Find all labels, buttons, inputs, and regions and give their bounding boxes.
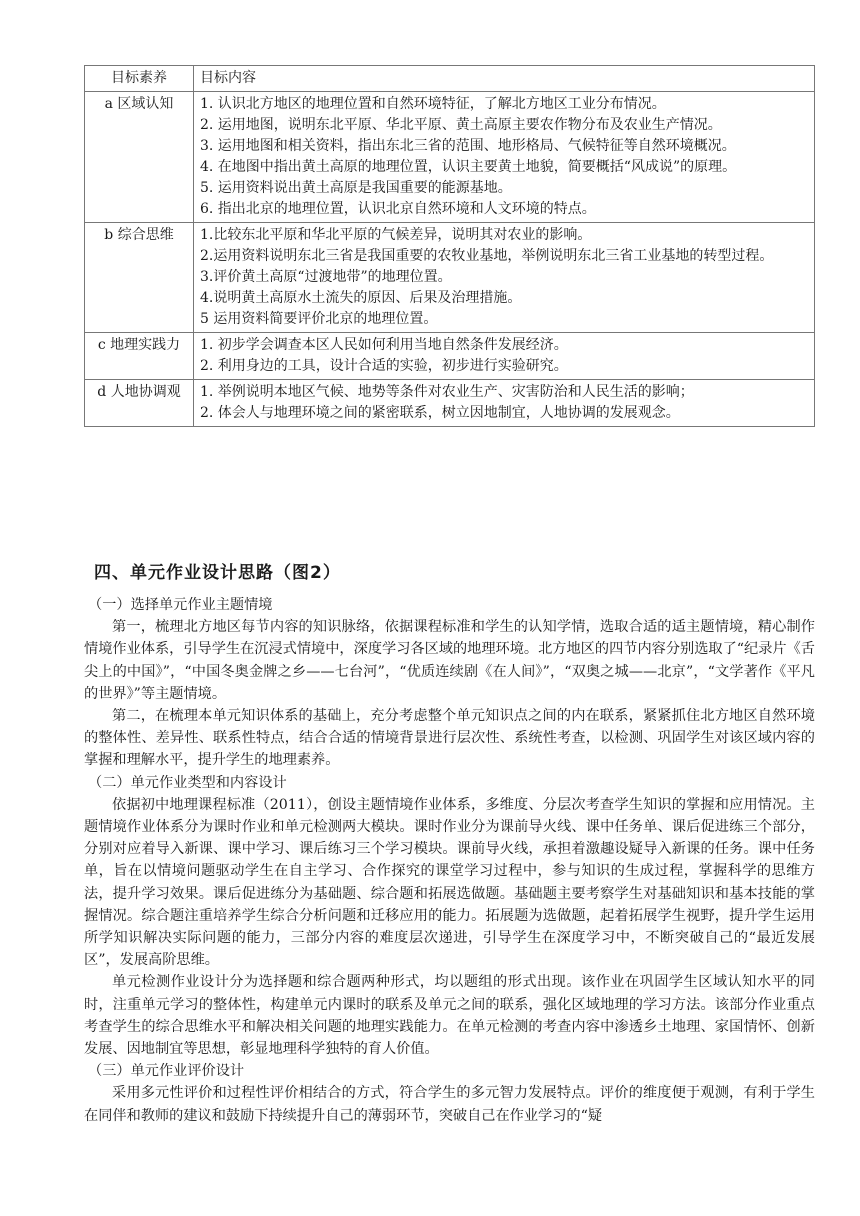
section-heading: 四、单元作业设计思路（图2） <box>94 563 341 583</box>
goal-item: 1. 初步学会调查本区人民如何利用当地自然条件发展经济。 <box>200 337 568 353</box>
goal-item: 3.评价黄土高原“过渡地带”的地理位置。 <box>200 269 452 285</box>
goal-item: 1. 认识北方地区的地理位置和自然环境特征，了解北方地区工业分布情况。 <box>200 96 666 112</box>
table-row <box>85 380 815 427</box>
literacy-cell: b 综合思维 <box>85 223 194 333</box>
table-header-row <box>85 66 815 92</box>
goal-item: 2. 利用身边的工具，设计合适的实验，初步进行实验研究。 <box>200 358 568 374</box>
content-cell <box>194 223 815 333</box>
goal-item: 4.说明黄土高原水土流失的原因、后果及治理措施。 <box>200 290 522 306</box>
goal-item: 6. 指出北京的地理位置，认识北京自然环境和人文环境的特点。 <box>200 201 596 217</box>
content-cell <box>194 92 815 223</box>
table-row <box>85 223 815 333</box>
goal-item: 2.运用资料说明东北三省是我国重要的农牧业基地，举例说明东北三省工业基地的转型过程。 <box>200 248 774 264</box>
goal-item: 5. 运用资料说出黄土高原是我国重要的能源基地。 <box>200 180 512 196</box>
content-cell <box>194 333 815 380</box>
paragraph: 单元检测作业设计分为选择题和综合题两种形式，均以题组的形式出现。该作业在巩固学生区域认知水平的同时，注重单元学习的整体性，构建单元内课时的联系及单元之间的联系，强化区域地理的学习方法。该部分作业重点考查学生的综合思维水平和解决相关问题的地理实践能力。在单元检测的考查内容中渗透乡土地理、家国情怀、创新发展、因地制宜等思想，彰显地理科学独特的育人价值。 <box>84 974 815 1058</box>
goals-table <box>84 65 815 427</box>
content-cell <box>194 380 815 427</box>
paragraph: 依据初中地理课程标准（2011），创设主题情境作业体系，多维度、分层次考查学生知识的掌握和应用情况。主题情境作业体系分为课时作业和单元检测两大模块。课时作业分为课前导火线、课中任务单、课后促进练三个部分，分别对应着导入新课、课中学习、课后练习三个学习模块。课前导火线，承担着激趣设疑导入新课的任务。课中任务单，旨在以情境问题驱动学生在自主学习、合作探究的课堂学习过程中，参与知识的生成过程，掌握科学的思维方法，提升学习效果。课后促进练分为基础题、综合题和拓展选做题。基础题主要考察学生对基础知识和基本技能的掌握情况。综合题注重培养学生综合分析问题和迁移应用的能力。拓展题为选做题，起着拓展学生视野，提升学生运用所学知识解决实际问题的能力，三部分内容的难度层次递进，引导学生在深度学习中，不断突破自己的“最近发展区”，发展高阶思维。 <box>84 796 815 969</box>
goal-item: 2. 体会人与地理环境之间的紧密联系，树立因地制宜，人地协调的发展观念。 <box>200 405 680 421</box>
subheading: （二）单元作业类型和内容设计 <box>88 774 287 791</box>
goal-item: 1. 举例说明本地区气候、地势等条件对农业生产、灾害防治和人民生活的影响； <box>200 384 694 400</box>
header-content: 目标内容 <box>194 66 815 92</box>
subheading: （一）选择单元作业主题情境 <box>88 597 273 613</box>
header-literacy: 目标素养 <box>85 66 194 92</box>
goal-item: 3. 运用地图和相关资料，指出东北三省的范围、地形格局、气候特征等自然环境概况。 <box>200 138 736 154</box>
section-body <box>84 594 815 1127</box>
paragraph: 第一，梳理北方地区每节内容的知识脉络，依据课程标准和学生的认知学情，选取合适的适主题情境，精心制作情境作业体系，引导学生在沉浸式情境中，深度学习各区域的地理环境。北方地区的四节内容分别选取了“纪录片《舌尖上的中国》”，“中国冬奥金牌之乡——七台河”，“优质连续剧《在人间》”，“双奥之城——北京”，“文学著作《平凡的世界》”等主题情境。 <box>84 619 815 702</box>
table-row <box>85 92 815 223</box>
literacy-cell: d 人地协调观 <box>85 380 194 427</box>
goal-item: 5 运用资料简要评价北京的地理位置。 <box>200 311 438 327</box>
goal-item: 2. 运用地图，说明东北平原、华北平原、黄土高原主要农作物分布及农业生产情况。 <box>200 117 722 133</box>
paragraph: 采用多元性评价和过程性评价相结合的方式，符合学生的多元智力发展特点。评价的维度便于观测，有利于学生在同伴和教师的建议和鼓励下持续提升自己的薄弱环节，突破自己在作业学习的“疑 <box>84 1085 815 1124</box>
literacy-cell: a 区域认知 <box>85 92 194 223</box>
paragraph: 第二，在梳理本单元知识体系的基础上，充分考虑整个单元知识点之间的内在联系，紧紧抓住北方地区自然环境的整体性、差异性、联系性特点，结合合适的情境背景进行层次性、系统性考查，以检测、巩固学生对该区域内容的掌握和理解水平，提升学生的地理素养。 <box>84 708 815 769</box>
goal-item: 1.比较东北平原和华北平原的气候差异，说明其对农业的影响。 <box>200 227 592 243</box>
goal-item: 4. 在地图中指出黄土高原的地理位置，认识主要黄土地貌，简要概括“风成说”的原理。 <box>200 159 737 175</box>
table-row <box>85 333 815 380</box>
literacy-cell: c 地理实践力 <box>85 333 194 380</box>
subheading: （三）单元作业评价设计 <box>88 1063 245 1080</box>
